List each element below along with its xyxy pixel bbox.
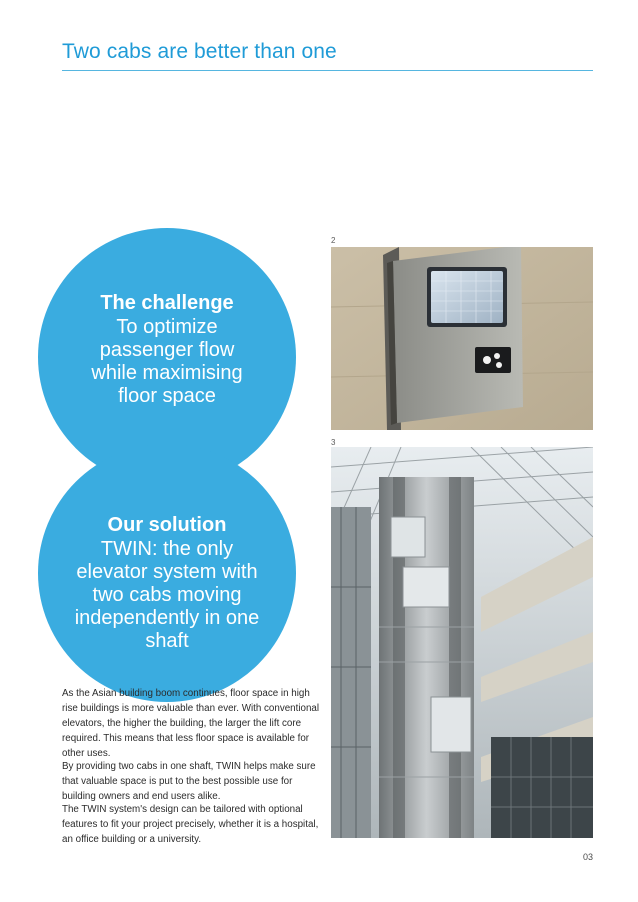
figure-photo-control-panel — [331, 247, 593, 430]
body-paragraph-1: As the Asian building boom continues, floor space in high rise buildings is more valuable than ever. With conventional elevators, the higher the building, the larger the lift core required. This means that less floor space is available for other uses. — [62, 688, 320, 759]
body-paragraph-2: By providing two cabs in one shaft, TWIN helps make sure that valuable space is put to the best possible use for building owners and end users alike. — [62, 761, 316, 802]
body-paragraph-3: The TWIN system's design can be tailored with optional features to fit your project precisely, whether it is a hospital, an office building or a university. — [62, 804, 319, 845]
figure-photo-elevator-atrium — [331, 447, 593, 838]
page-title: Two cabs are better than one — [62, 40, 337, 63]
figure-number-2: 2 — [331, 236, 336, 245]
page-number: 03 — [582, 852, 593, 862]
challenge-text: To optimize passenger flow while maximising floor space — [91, 316, 243, 407]
figure-number-3: 3 — [331, 438, 336, 447]
solution-heading: Our solution — [107, 513, 227, 536]
solution-circle — [38, 444, 296, 702]
title-divider — [62, 70, 593, 71]
challenge-heading: The challenge — [100, 292, 234, 314]
solution-text: TWIN: the only elevator system with two cabs moving independently in one shaft — [74, 537, 260, 652]
